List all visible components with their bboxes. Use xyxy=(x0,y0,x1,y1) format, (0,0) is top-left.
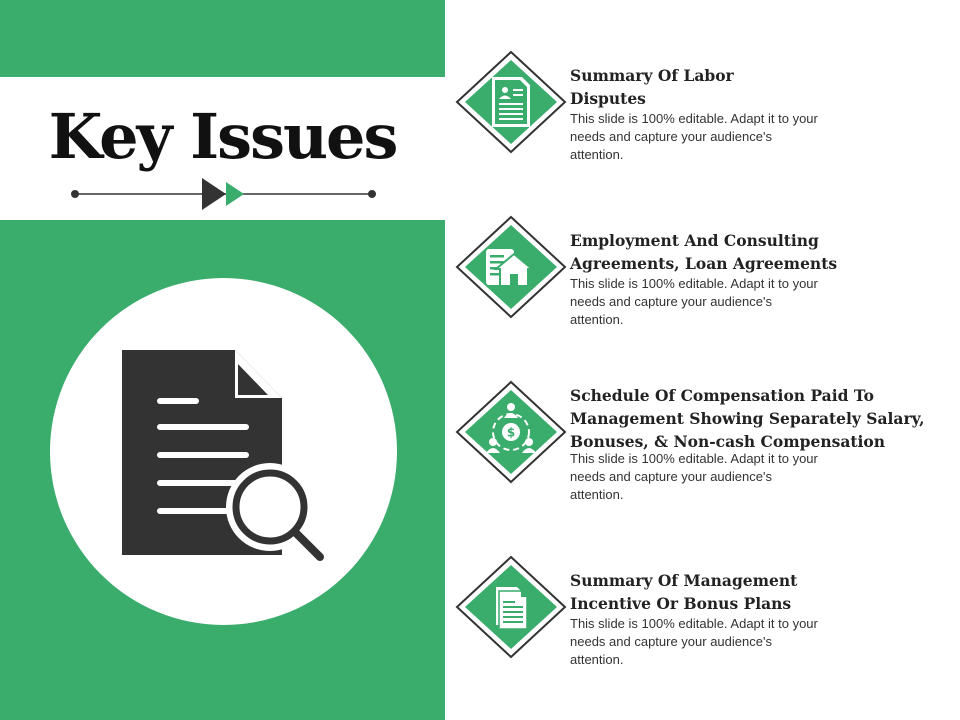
issue-description: This slide is 100% editable. Adapt it to your needs and capture your audience's attention. xyxy=(570,451,818,502)
issue-description: This slide is 100% editable. Adapt it to your needs and capture your audience's attention. xyxy=(570,111,818,162)
document-search-icon xyxy=(110,340,340,570)
issue-description: This slide is 100% editable. Adapt it to your needs and capture your audience's attention. xyxy=(570,616,818,667)
issue-item xyxy=(455,50,945,170)
issue-title: Summary Of Labor Disputes xyxy=(570,66,734,108)
issue-diamond xyxy=(455,555,567,659)
documents-icon xyxy=(496,587,527,629)
issue-title: Employment And Consulting Agreements, Loan Agreements xyxy=(570,231,838,273)
issue-description: This slide is 100% editable. Adapt it to your needs and capture your audience's attention. xyxy=(570,276,818,327)
issue-item xyxy=(455,380,945,500)
resume-document-icon xyxy=(492,77,530,127)
issue-title: Summary Of Management Incentive Or Bonus Plans xyxy=(570,571,798,613)
issue-title: Schedule Of Compensation Paid To Management Showing Separately Salary, Bonuses, & Non-cash Compensation xyxy=(570,386,925,451)
slide-title: Key Issues xyxy=(48,100,397,173)
issue-item xyxy=(455,555,945,675)
title-divider xyxy=(70,178,380,210)
issue-item xyxy=(455,215,945,335)
issue-diamond xyxy=(455,380,567,484)
issue-diamond xyxy=(455,215,567,319)
issue-diamond xyxy=(455,50,567,154)
svg-text:$: $ xyxy=(506,425,516,440)
